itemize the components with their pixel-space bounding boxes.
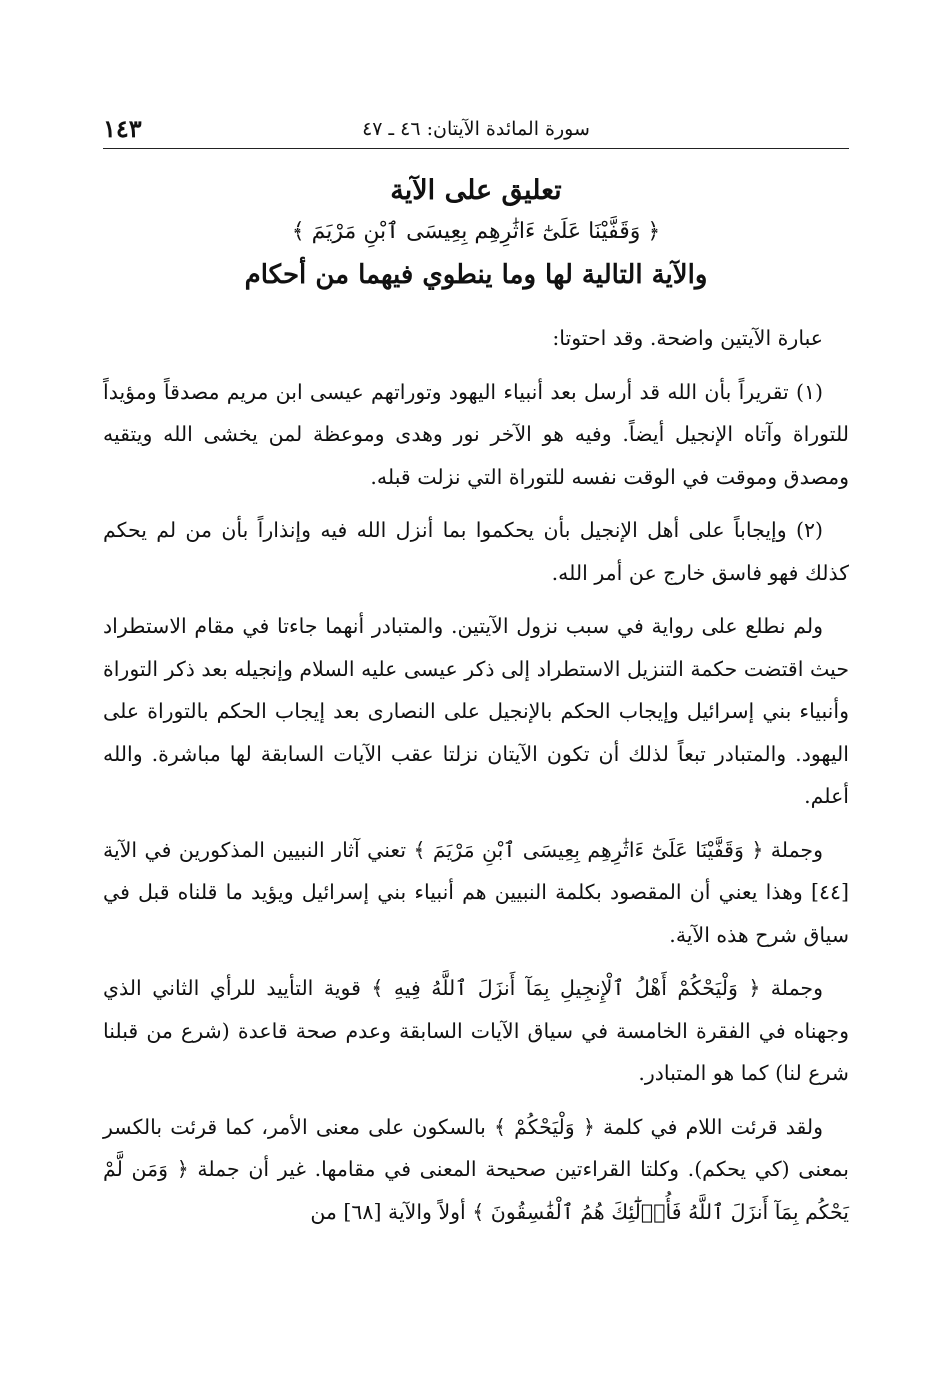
page-header bbox=[103, 112, 849, 149]
paragraph-point-2: (٢) وإيجاباً على أهل الإنجيل بأن يحكموا بما أنزل الله فيه وإنذاراً بأن من لم يحكم كذلك فهو فاسق خارج عن أمر الله. bbox=[103, 518, 849, 585]
verse-reference: ﴿ وَقَفَّيْنَا عَلَىٰٓ ءَاثَٰرِهِم بِعِيسَى ٱبْنِ مَرْيَمَ ﴾ bbox=[291, 219, 661, 244]
body-text bbox=[103, 317, 849, 1233]
book-page bbox=[103, 112, 849, 1272]
paragraph-intro: عبارة الآيتين واضحة. وقد احتوتا: bbox=[552, 326, 823, 350]
paragraph: ولم نطلع على رواية في سبب نزول الآيتين. والمتبادر أنهما جاءتا في مقام الاستطراد حيث اقتضت حكمة التنزيل الاستطراد إلى ذكر عيسى عليه السلام وإنجيله بعد ذكر التوراة وأنبياء بني إسرائيل وإيجاب الحكم بالإنجيل على النصارى بعد إيجاب الحكم بالتوراة على اليهود. والمتبادر تبعاً لذلك أن تكون الآيتان نزلتا عقب الآيات السابقة لها مباشرة. والله أعلم. bbox=[103, 614, 849, 808]
paragraph: ولقد قرئت اللام في كلمة ﴿ وَلْيَحْكُمْ ﴾ بالسكون على معنى الأمر، كما قرئت بالكسر بمعنى (كي يحكم). وكلتا القراءتين صحيحة المعنى في مقامها. غير أن جملة ﴿ وَمَن لَّمْ يَحْكُم بِمَآ أَنزَلَ ٱللَّهُ فَأُو۟لَٰٓئِكَ هُمُ ٱلْفَٰسِقُونَ ﴾ أولاً والآية [٦٨] من bbox=[103, 1114, 849, 1224]
section-title: تعليق على الآية bbox=[390, 175, 562, 206]
paragraph-point-1: (١) تقريراً بأن الله قد أرسل بعد أنبياء اليهود وتوراتهم عيسى ابن مريم مصدقاً ومؤيداً للتوراة وآتاه الإنجيل أيضاً. وفيه هو الآخر نور وهدى وموعظة لمن يخشى الله ويتقيه ومصدق وموقت في الوقت نفسه للتوراة التي نزلت قبله. bbox=[103, 379, 849, 489]
section-subtitle: والآية التالية لها وما ينطوي فيهما من أحكام bbox=[244, 260, 708, 290]
page-number: ١٤٣ bbox=[103, 114, 142, 143]
paragraph: وجملة ﴿ وَلْيَحْكُمْ أَهْلُ ٱلْإِنجِيلِ بِمَآ أَنزَلَ ٱللَّهُ فِيهِ ﴾ قوية التأييد للرأي الثاني الذي وجهناه في الفقرة الخامسة في سياق الآيات السابقة وعدم صحة قاعدة (شرع من قبلنا شرع لنا) كما هو المتبادر. bbox=[103, 976, 849, 1085]
running-title: سورة المائدة الآيتان: ٤٦ ـ ٤٧ bbox=[362, 118, 590, 140]
paragraph: وجملة ﴿ وَقَفَّيْنَا عَلَىٰٓ ءَاثَٰرِهِم بِعِيسَى ٱبْنِ مَرْيَمَ ﴾ تعني آثار النبيين المذكورين في الآية [٤٤] وهذا يعني أن المقصود بكلمة النبيين هم أنبياء بني إسرائيل ويؤيد ما قلناه قبل في سياق شرح هذه الآية. bbox=[103, 837, 849, 947]
